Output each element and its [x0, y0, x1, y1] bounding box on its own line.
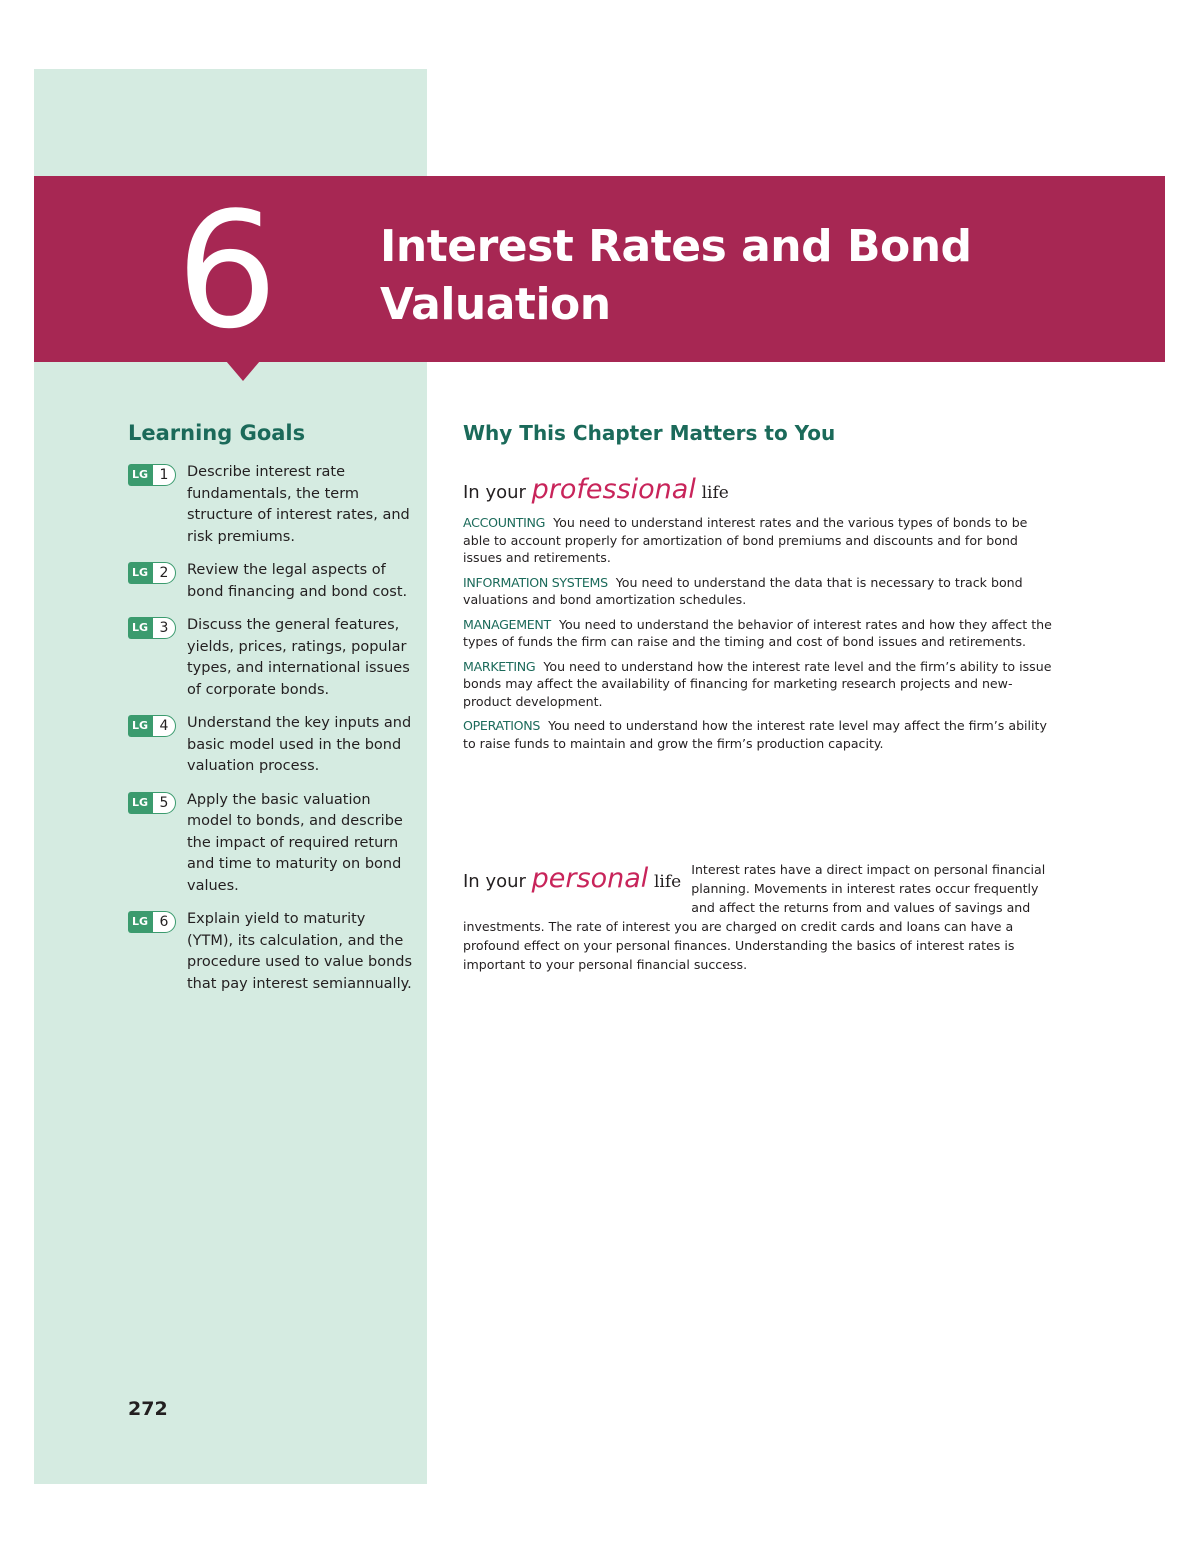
learning-goal-6	[128, 909, 413, 995]
area-text: You need to understand how the interest rate level may affect the firm’s ability to raise funds to maintain and grow the firm’s production capacity.	[463, 718, 1047, 751]
learning-goal-text: Describe interest rate fundamentals, the term structure of interest rates, and risk premiums.	[187, 464, 410, 545]
lg-number: 6	[152, 911, 176, 933]
page-number: 272	[128, 1398, 168, 1420]
lg-badge	[128, 792, 178, 814]
personal-accent: personal	[531, 863, 649, 894]
banner-pointer	[226, 361, 260, 381]
area-marketing	[463, 658, 1053, 711]
lg-number: 2	[152, 562, 176, 584]
chapter-title-line2: Valuation	[380, 279, 611, 330]
area-information-systems	[463, 574, 1053, 609]
professional-suffix: life	[701, 483, 729, 503]
lg-number: 1	[152, 464, 176, 486]
area-text: You need to understand the behavior of interest rates and how they affect the types of funds the firm can raise and the timing and cost of bond issues and retirements.	[463, 616, 1052, 649]
area-label: OPERATIONS	[463, 718, 541, 733]
area-management	[463, 616, 1053, 651]
lg-number: 5	[152, 792, 176, 814]
learning-goal-text: Discuss the general features, yields, prices, ratings, popular types, and international issues of corporate bonds.	[187, 617, 410, 698]
lg-badge	[128, 464, 178, 486]
area-text: You need to understand the data that is necessary to track bond valuations and bond amortization schedules.	[463, 574, 1023, 607]
area-accounting	[463, 514, 1053, 567]
lg-tag: LG	[128, 562, 152, 584]
personal-suffix: life	[654, 872, 682, 892]
lg-tag: LG	[128, 464, 152, 486]
lg-badge	[128, 715, 178, 737]
chapter-number: 6	[176, 177, 278, 364]
lg-badge	[128, 911, 178, 933]
learning-goal-4	[128, 713, 413, 778]
lg-number: 3	[152, 617, 176, 639]
professional-areas	[463, 514, 1053, 759]
professional-prefix: In your	[463, 482, 526, 503]
learning-goal-text: Review the legal aspects of bond financing and bond cost.	[187, 562, 408, 600]
area-label: INFORMATION SYSTEMS	[463, 574, 608, 590]
why-chapter-matters-heading: Why This Chapter Matters to You	[463, 421, 836, 445]
learning-goal-text: Understand the key inputs and basic model used in the bond valuation process.	[187, 715, 412, 774]
professional-life-heading	[463, 474, 729, 505]
personal-prefix: In your	[463, 871, 526, 892]
area-label: MANAGEMENT	[463, 616, 551, 632]
lg-number: 4	[152, 715, 176, 737]
chapter-title-line1: Interest Rates and Bond	[380, 221, 972, 272]
learning-goal-text: Explain yield to maturity (YTM), its calculation, and the procedure used to value bonds that pay interest semiannually.	[187, 911, 413, 992]
learning-goal-2	[128, 560, 413, 603]
learning-goal-1	[128, 462, 413, 548]
personal-life-text: Interest rates have a direct impact on personal financial planning. Movements in interest rates occur frequently and affect the returns from and values of savings and investments. The rate of interest you are charged on credit cards and loans can have a profound effect on your personal finances. Understanding the basics of interest rates is important to your personal financial success.	[463, 862, 1046, 972]
lg-tag: LG	[128, 792, 152, 814]
lg-tag: LG	[128, 715, 152, 737]
chapter-title	[380, 218, 1140, 334]
learning-goal-text: Apply the basic valuation model to bonds, and describe the impact of required return and time to maturity on bond values.	[187, 791, 403, 894]
learning-goal-5	[128, 790, 413, 898]
professional-accent: professional	[531, 474, 696, 505]
area-label: MARKETING	[463, 658, 536, 674]
personal-life-heading	[463, 860, 681, 901]
lg-badge	[128, 617, 178, 639]
area-text: You need to understand interest rates and the various types of bonds to be able to account properly for amortization of bond premiums and discounts and for bond issues and retirements.	[463, 515, 1028, 565]
lg-tag: LG	[128, 617, 152, 639]
area-operations	[463, 717, 1053, 752]
personal-life-section	[463, 860, 1055, 974]
learning-goals-heading: Learning Goals	[128, 421, 306, 445]
area-text: You need to understand how the interest rate level and the firm’s ability to issue bonds may affect the availability of financing for marketing research projects and new-product development.	[463, 658, 1052, 709]
learning-goals-list	[128, 462, 413, 1007]
lg-tag: LG	[128, 911, 152, 933]
lg-badge	[128, 562, 178, 584]
learning-goal-3	[128, 615, 413, 701]
area-label: ACCOUNTING	[463, 515, 546, 530]
